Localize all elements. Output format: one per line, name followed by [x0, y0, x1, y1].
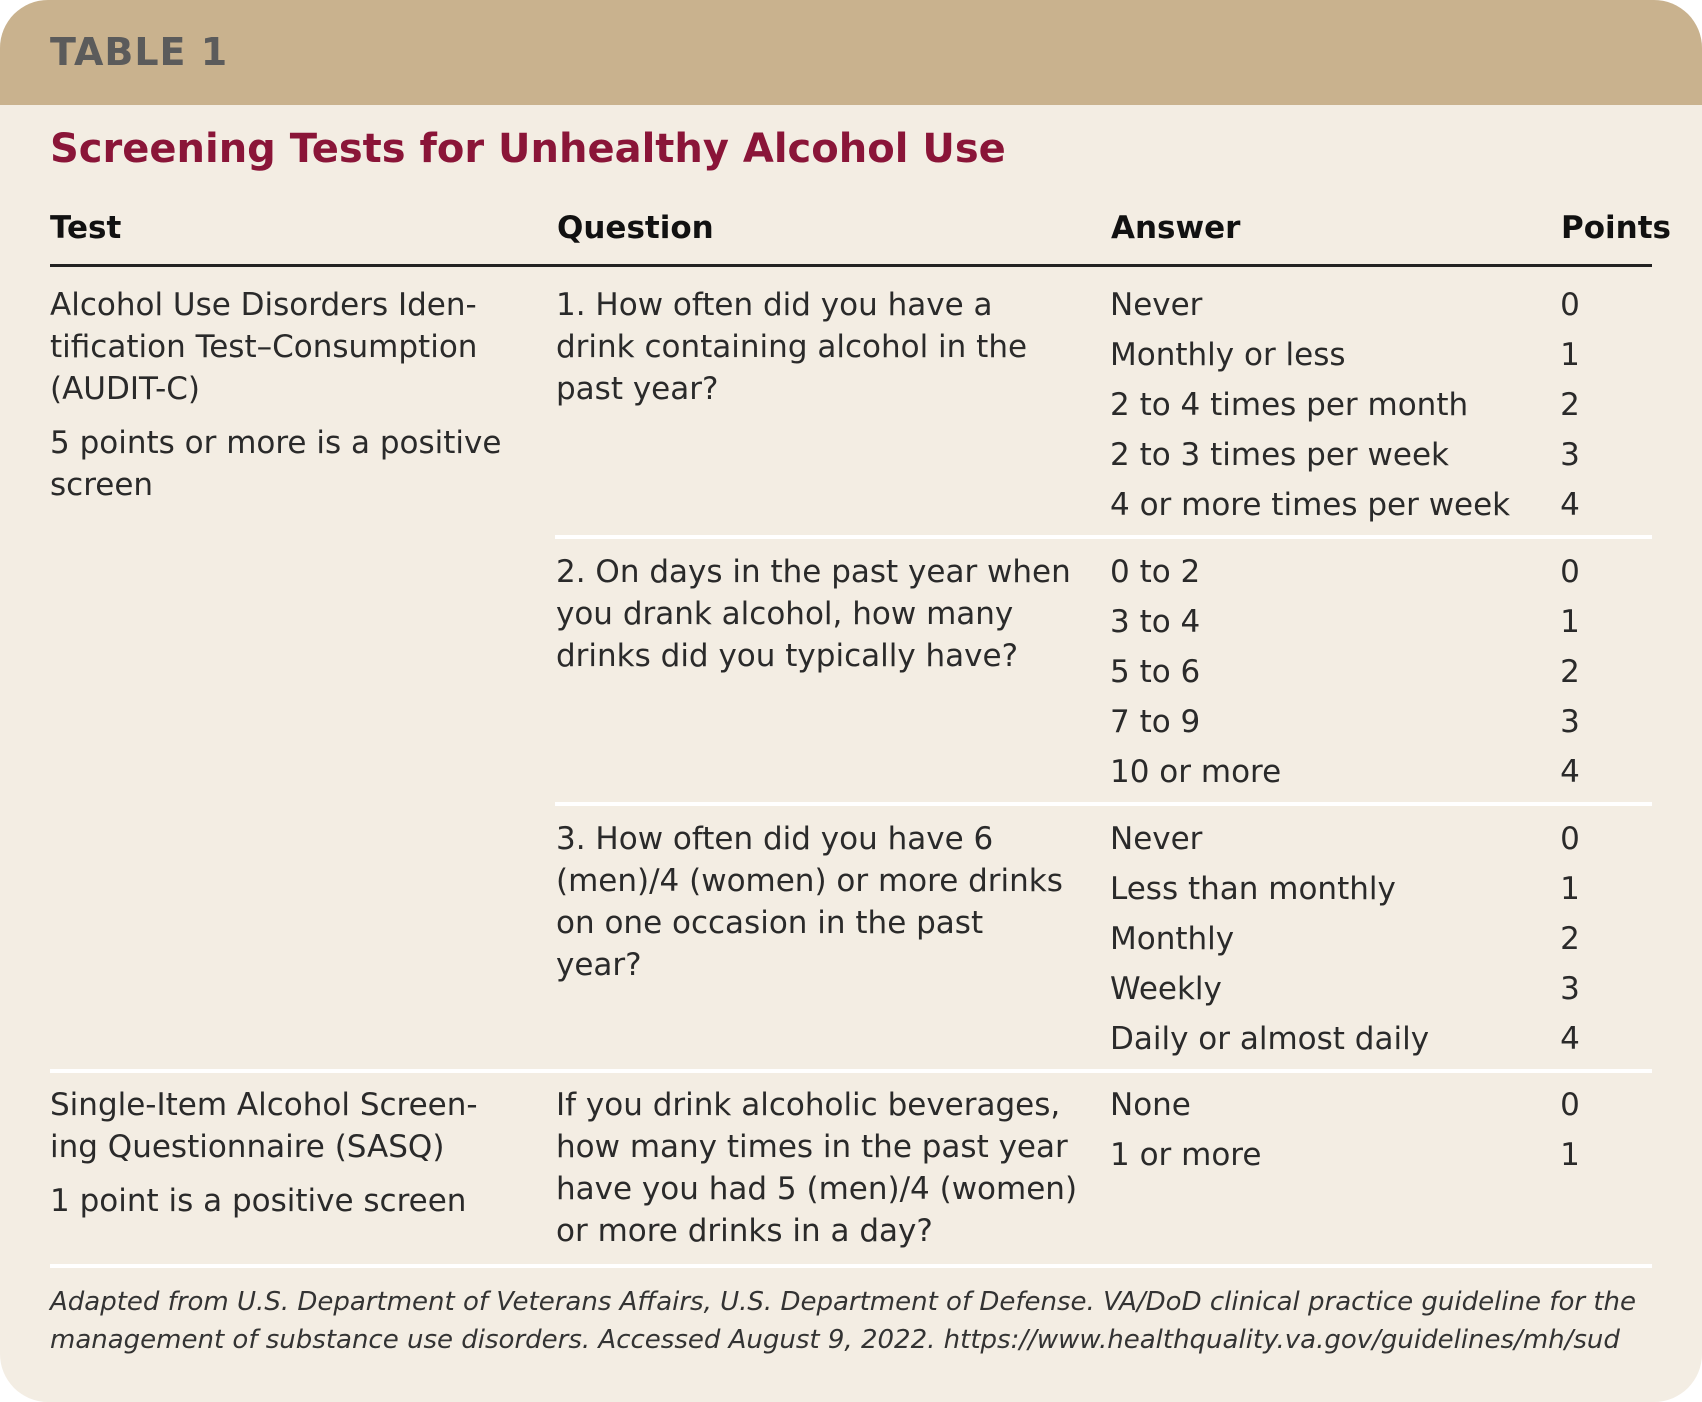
q3-answer: Monthly: [1110, 921, 1235, 957]
sasq-points: 1: [1560, 1137, 1580, 1173]
sasq-question-line-1: If you drink alcoholic beverages,: [556, 1087, 1061, 1123]
q1-answer: 2 to 4 times per month: [1110, 387, 1469, 423]
q2-answer: 0 to 2: [1110, 554, 1201, 590]
sasq-answer: 1 or more: [1110, 1137, 1262, 1173]
sasq-question-line-3: have you had 5 (men)/4 (women): [556, 1171, 1078, 1207]
sasq-question-line-4: or more drinks in a day?: [556, 1213, 933, 1249]
sasq-criterion: 1 point is a positive screen: [50, 1183, 467, 1219]
q1-text-line-2: drink containing alcohol in the: [556, 329, 1028, 365]
q3-points: 3: [1560, 971, 1580, 1007]
sasq-test-name-line-1: Single-Item Alcohol Screen-: [50, 1087, 478, 1123]
audit-criterion-line-2: screen: [50, 467, 154, 503]
row-divider: [555, 802, 1652, 806]
q3-points: 0: [1560, 821, 1580, 857]
q3-text-line-4: year?: [556, 947, 642, 983]
q3-points: 1: [1560, 871, 1580, 907]
sasq-test-name-line-2: ing Questionnaire (SASQ): [50, 1129, 445, 1165]
q2-answer: 10 or more: [1110, 754, 1282, 790]
q2-answer: 5 to 6: [1110, 654, 1201, 690]
sasq-answer: None: [1110, 1087, 1191, 1123]
q1-answer: Monthly or less: [1110, 337, 1346, 373]
q1-answer: 4 or more times per week: [1110, 487, 1511, 523]
q3-text-line-3: on one occasion in the past: [556, 905, 984, 941]
q2-answer: 7 to 9: [1110, 704, 1201, 740]
q3-text-line-2: (men)/4 (women) or more drinks: [556, 863, 1063, 899]
q1-answer: Never: [1110, 287, 1203, 323]
q1-points: 2: [1560, 387, 1580, 423]
q1-points: 4: [1560, 487, 1580, 523]
q2-points: 4: [1560, 754, 1580, 790]
source-note-line-2: management of substance use disorders. Accessed August 9, 2022. https://www.healthquality.va.gov/guidelines/mh/sud: [50, 1325, 1620, 1355]
q2-text-line-3: drinks did you typically have?: [556, 638, 1019, 674]
row-divider: [555, 535, 1652, 539]
q3-answer: Never: [1110, 821, 1203, 857]
q3-text-line-1: 3. How often did you have 6: [556, 821, 994, 857]
column-header-test: Test: [50, 210, 122, 246]
table-number: TABLE 1: [50, 30, 229, 74]
q1-points: 1: [1560, 337, 1580, 373]
audit-criterion-line-1: 5 points or more is a positive: [50, 425, 502, 461]
q3-points: 2: [1560, 921, 1580, 957]
audit-test-name-line-3: (AUDIT-C): [50, 371, 201, 407]
q3-points: 4: [1560, 1021, 1580, 1057]
q2-answer: 3 to 4: [1110, 604, 1201, 640]
q1-points: 0: [1560, 287, 1580, 323]
column-header-question: Question: [557, 210, 714, 246]
q2-text-line-1: 2. On days in the past year when: [556, 554, 1071, 590]
source-note: [50, 1283, 1660, 1359]
q3-answer: Daily or almost daily: [1110, 1021, 1430, 1057]
sasq-question-line-2: how many times in the past year: [556, 1129, 1068, 1165]
q1-text-line-1: 1. How often did you have a: [556, 287, 993, 323]
q1-text-line-3: past year?: [556, 371, 719, 407]
table-title: Screening Tests for Unhealthy Alcohol Use: [50, 126, 1006, 172]
q2-points: 2: [1560, 654, 1580, 690]
q3-answer: Less than monthly: [1110, 871, 1396, 907]
audit-test-name-line-2: tification Test–Consumption: [50, 329, 478, 365]
q1-answer: 2 to 3 times per week: [1110, 437, 1449, 473]
header-rule: [50, 264, 1652, 267]
q3-answer: Weekly: [1110, 971, 1222, 1007]
table-banner: [0, 0, 1702, 105]
section-divider: [50, 1069, 1652, 1073]
audit-test-name-line-1: Alcohol Use Disorders Iden-: [50, 287, 477, 323]
column-header-answer: Answer: [1111, 210, 1241, 246]
q2-points: 0: [1560, 554, 1580, 590]
q2-points: 3: [1560, 704, 1580, 740]
footer-divider: [50, 1264, 1652, 1268]
q1-points: 3: [1560, 437, 1580, 473]
q2-text-line-2: you drank alcohol, how many: [556, 596, 1014, 632]
q2-points: 1: [1560, 604, 1580, 640]
source-note-line-1: Adapted from U.S. Department of Veterans Affairs, U.S. Department of Defense. VA/DoD clinical practice guideline for the: [50, 1287, 1636, 1317]
column-header-points: Points: [1561, 210, 1671, 246]
sasq-points: 0: [1560, 1087, 1580, 1123]
